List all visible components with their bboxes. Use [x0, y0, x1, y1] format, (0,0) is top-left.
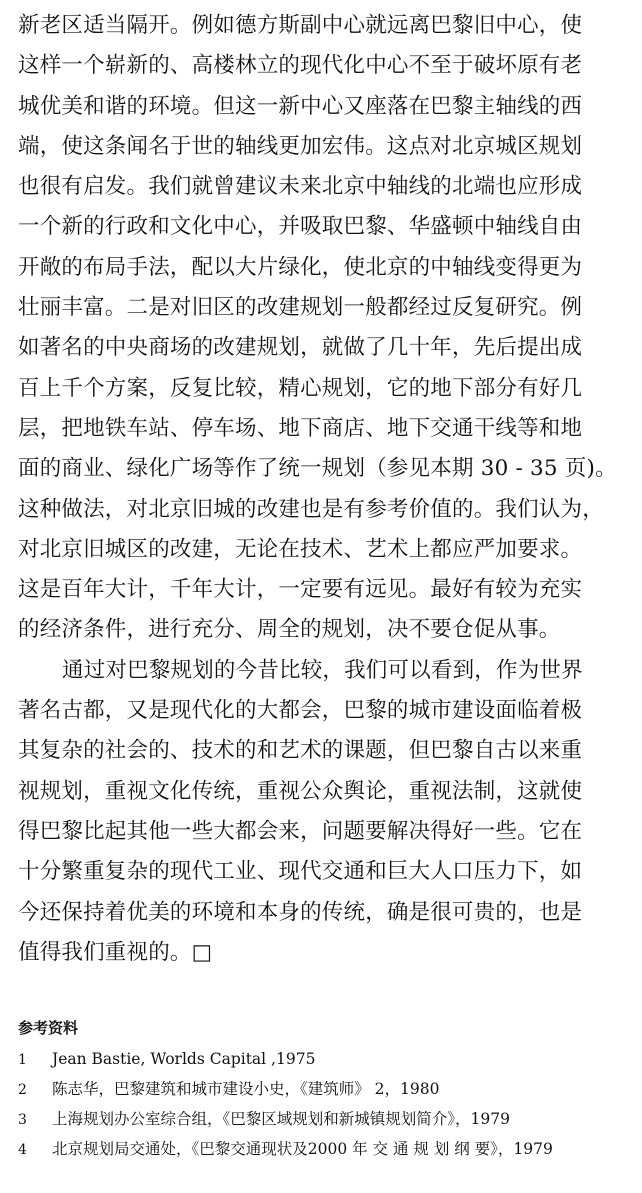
text-line: 著名古都，又是现代化的大都会，巴黎的城市建设面临着极	[18, 698, 583, 724]
reference-text: Jean Bastie, Worlds Capital ,1975	[52, 1050, 316, 1068]
text-line: 也很有启发。我们就曾建议未来北京中轴线的北端也应形成	[18, 174, 583, 200]
reference-number: 4	[18, 1142, 27, 1158]
text-line: 百上千个方案，反复比较，精心规划，它的地下部分有好几	[18, 375, 583, 401]
reference-text: 上海规划办公室综合组，《巴黎区域规划和新城镇规划简介》，1979	[52, 1110, 510, 1128]
text-line: 面的商业、绿化广场等作了统一规划（参见本期 30 - 35 页)。	[18, 456, 617, 482]
reference-item	[18, 1134, 638, 1164]
article-body	[18, 6, 628, 973]
reference-number: 2	[18, 1082, 27, 1098]
reference-item	[18, 1104, 638, 1134]
references-title: 参考资料	[18, 1019, 79, 1037]
reference-item	[18, 1074, 638, 1104]
text-line: 得巴黎比起其他一些大都会来，问题要解决得好一些。它在	[18, 818, 583, 844]
text-line: 如著名的中央商场的改建规划，就做了几十年，先后提出成	[18, 335, 583, 361]
text-line: 这样一个崭新的、高楼林立的现代化中心不至于破坏原有老	[18, 53, 583, 79]
text-line: 视规划，重视文化传统，重视公众舆论，重视法制，这就使	[18, 778, 583, 804]
text-line: 一个新的行政和文化中心，并吸取巴黎、华盛顿中轴线自由	[18, 214, 583, 240]
text-line: 对北京旧城区的改建，无论在技术、艺术上都应严加要求。	[18, 536, 583, 562]
reference-text: 北京规划局交通处，《巴黎交通现状及2000 年 交 通 规 划 纲 要》，1979	[52, 1140, 553, 1158]
text-line: 新老区适当隔开。例如德方斯副中心就远离巴黎旧中心，使	[18, 13, 583, 38]
text-line: 这种做法，对北京旧城的改建也是有参考价值的。我们认为，	[18, 496, 604, 522]
text-line: 层，把地铁车站、停车场、地下商店、地下交通干线等和地	[18, 415, 583, 441]
text-line: 其复杂的社会的、技术的和艺术的课题，但巴黎自古以来重	[18, 738, 583, 764]
text-line: 这是百年大计，千年大计，一定要有远见。最好有较为充实	[18, 577, 583, 603]
paragraph-start-line: 通过对巴黎规划的今昔比较，我们可以看到，作为世界	[62, 657, 583, 683]
text-line: 端，使这条闻名于世的轴线更加宏伟。这点对北京城区规划	[18, 133, 583, 159]
reference-number: 1	[18, 1052, 27, 1068]
reference-item	[18, 1044, 638, 1074]
text-line: 壮丽丰富。二是对旧区的改建规划一般都经过反复研究。例	[18, 295, 583, 321]
text-line: 值得我们重视的。□	[18, 939, 213, 965]
reference-number: 3	[18, 1112, 27, 1128]
text-line: 的经济条件，进行充分、周全的规划，决不要仓促从事。	[18, 617, 561, 643]
text-line: 十分繁重复杂的现代工业、现代交通和巨大人口压力下，如	[18, 859, 583, 885]
references-section	[18, 1012, 638, 1164]
reference-text: 陈志华，巴黎建筑和城市建设小史，《建筑师》 2，1980	[52, 1080, 440, 1098]
text-line: 开敞的布局手法，配以大片绿化，使北京的中轴线变得更为	[18, 254, 583, 280]
text-line: 今还保持着优美的环境和本身的传统，确是很可贵的，也是	[18, 899, 583, 925]
text-line: 城优美和谐的环境。但这一新中心又座落在巴黎主轴线的西	[18, 93, 583, 119]
